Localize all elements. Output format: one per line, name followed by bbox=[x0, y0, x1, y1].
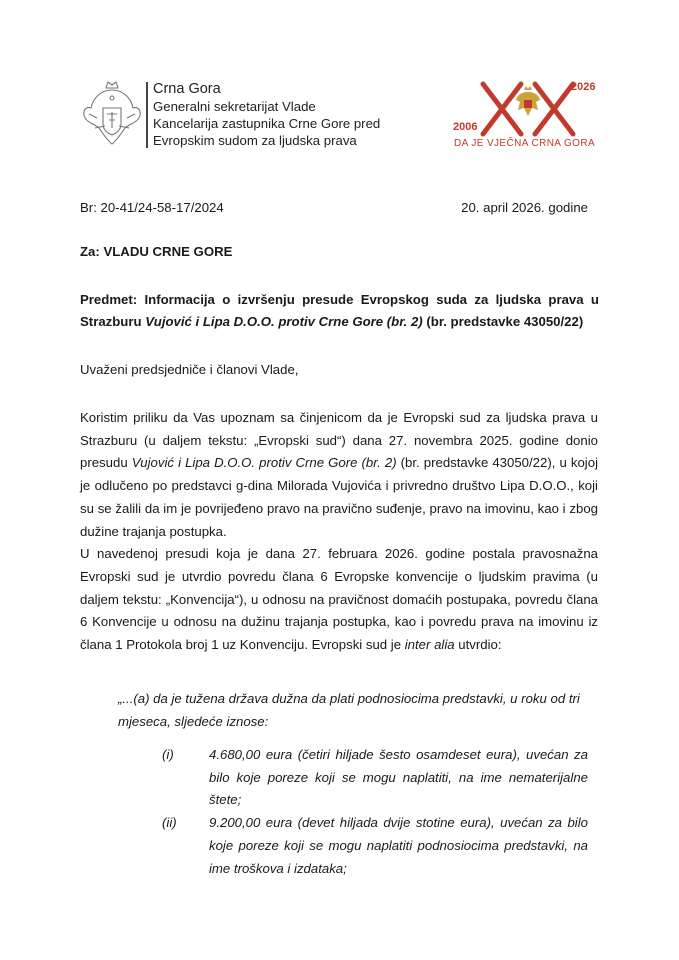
list-item-number: (i) bbox=[162, 747, 174, 762]
paragraph-text: utvrdio: bbox=[454, 637, 502, 653]
logo-year-left: 2006 bbox=[453, 121, 478, 133]
paragraph-text: U navedenoj presudi koja je dana 27. februara 2026. godine postala pravosnažna Evropski sud je utvrdio povredu člana 6 Evropske konvencije o ljudskim pravima (u daljem tekstu: „Konvencija“), u odnosu na pravičnost domaćih postupaka, povredu člana 6 Konvencije u odnosu na dužinu trajanja postupka, kao i povredu prava na imovinu iz člana 1 Protokola broj 1 uz Konvenciju. Evropski sud je bbox=[80, 546, 598, 653]
issuer-country: Crna Gora bbox=[153, 81, 221, 97]
eagle-icon bbox=[516, 86, 540, 116]
paragraph bbox=[80, 407, 598, 543]
issuer-org-line: Kancelarija zastupnika Crne Gore pred bbox=[153, 116, 381, 131]
case-name: Vujović i Lipa D.O.O. protiv Crne Gore (br. 2) bbox=[131, 455, 397, 471]
montenegro-coat-of-arms-icon bbox=[79, 78, 145, 150]
list-item bbox=[118, 744, 598, 812]
issuer-org-line: Evropskim sudom za ljudska prava bbox=[153, 133, 357, 148]
list-item-text: 4.680,00 eura (četiri hiljade šesto osamdeset eura), uvećan za bilo koje poreze koji se mogu naplatiti, na ime nematerijalne štete; bbox=[209, 747, 588, 808]
quoted-ruling-intro: „...(a) da je tužena država dužna da plati podnosiocima predstavki, u roku od tri mjeseca, sljedeće iznose: bbox=[118, 691, 580, 729]
subject-prefix: Predmet: Informacija o izvršenju presude Evropskog suda za ljudska prava u Strazburu bbox=[80, 292, 599, 329]
quoted-ruling-items bbox=[118, 744, 598, 880]
issuer-org-line: Generalni sekretarijat Vlade bbox=[153, 99, 316, 114]
body-text bbox=[80, 407, 598, 657]
paragraph-text: (br. predstavke 43050/22), u kojoj je odlučeno po predstavci g-dina Milorada Vujovića i privredno društvo Lipa D.O.O., koji su se žalili da im je povrijeđeno pravo na pravično suđenje, pravo na imovinu, kao i zbog dužine trajanja postupka. bbox=[80, 455, 598, 539]
latin-phrase: inter alia bbox=[404, 637, 455, 653]
document-date: 20. april 2026. godine bbox=[461, 200, 588, 215]
logo-tagline: DA JE VJEČNA CRNA GORA bbox=[454, 138, 596, 149]
paragraph-text: Koristim priliku da Vas upoznam sa činjenicom da je Evropski sud za ljudska prava u Strazburu (u daljem tekstu: „Evropski sud“) dana 27. novembra 2025. godine donio presudu bbox=[80, 410, 598, 471]
list-item-text: 9.200,00 eura (devet hiljada dvije stotine eura), uvećan za bilo koje poreze koji se mogu naplatiti podnosiocima predstavki, na ime troškova i izdataka; bbox=[209, 815, 588, 876]
subject-line bbox=[80, 289, 599, 333]
logo-year-right: 2026 bbox=[571, 81, 596, 93]
paragraph bbox=[80, 543, 598, 657]
subject-suffix: (br. predstavke 43050/22) bbox=[422, 314, 584, 329]
reference-number: Br: 20-41/24-58-17/2024 bbox=[80, 200, 224, 215]
salutation: Uvaženi predsjedniče i članovi Vlade, bbox=[80, 362, 299, 377]
list-item-number: (ii) bbox=[162, 815, 177, 831]
issuer-block bbox=[153, 80, 380, 149]
addressee: Za: VLADU CRNE GORE bbox=[80, 244, 233, 259]
header-divider bbox=[146, 82, 148, 148]
list-item bbox=[118, 812, 598, 880]
subject-case-name: Vujović i Lipa D.O.O. protiv Crne Gore (br. 2) bbox=[145, 314, 423, 329]
